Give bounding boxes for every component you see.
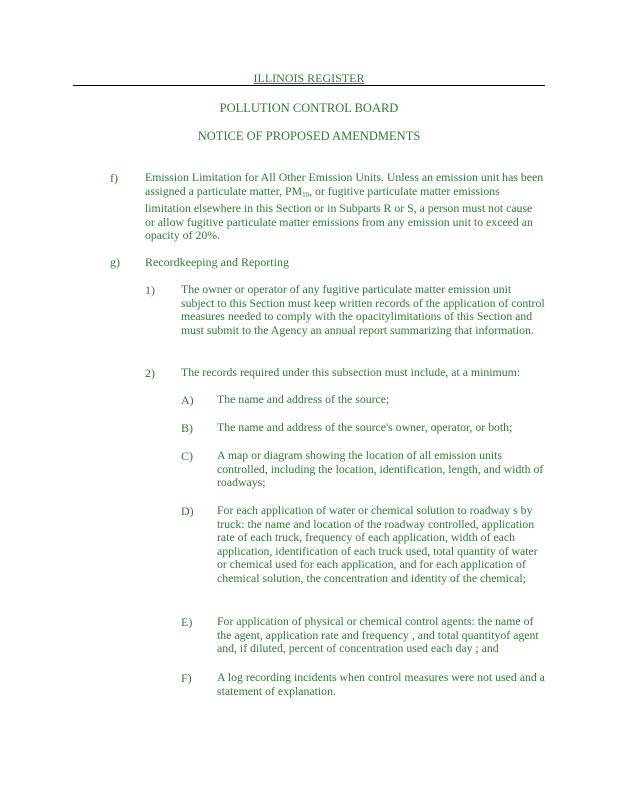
subitem-a-text: The name and address of the source;	[217, 392, 390, 406]
subitem-d-text: For each application of water or chemical solution to roadway s by truck: the name and location of the roadway controlled, application rate of each truck, frequency of each application, width of each application, identification of each truck used, total quantity of water or chemical used for each application, and for each application of chemical solution, the concentration and identity of the chemical;	[217, 503, 538, 585]
item-1-text: The owner or operator of any fugitive particulate matter emission unit subject to this Section must keep written records of the application of control measures needed to comply with the opacitylimitations of this Section and must submit to the Agency an annual report summarizing that information.	[181, 282, 545, 337]
section-f-label: f)	[110, 171, 118, 185]
section-g-label: g)	[110, 255, 120, 269]
section-f-subscript: 10	[302, 190, 310, 199]
subitem-c-text: A map or diagram showing the location of all emission units controlled, including the location, identification, length, and width of roadways;	[217, 448, 544, 490]
subitem-d-label: D)	[181, 504, 194, 518]
notice-title: NOTICE OF PROPOSED AMENDMENTS	[197, 129, 421, 143]
subitem-b-label: B)	[181, 421, 193, 435]
section-f-text-before: Emission Limitation for All Other Emission Units. Unless an emission unit has been assigned a particulate matter, PM	[145, 170, 544, 198]
item-2-text: The records required under this subsection must include, at a minimum:	[181, 365, 521, 379]
subitem-e-text: For application of physical or chemical control agents: the name of the agent, application rate and frequency , and total quantityof agent and, if diluted, percent of concentration used each day ; and	[217, 614, 539, 656]
section-g-heading: Recordkeeping and Reporting	[145, 255, 289, 269]
subitem-b-text: The name and address of the source's owner, operator, or both;	[217, 420, 513, 434]
subitem-e-label: E)	[181, 615, 193, 629]
item-1-label: 1)	[145, 283, 155, 297]
register-title: ILLINOIS REGISTER	[253, 71, 365, 85]
subitem-a-label: A)	[181, 393, 194, 407]
register-header	[73, 71, 545, 85]
section-f-text-after: , or fugitive particulate matter emissions limitation elsewhere in this Section or in Subparts R or S, a person must not cause or allow fugitive particulate matter emissions from any emission unit to exceed an opacity of 20%.	[145, 183, 533, 243]
subitem-f-label: F)	[181, 671, 192, 685]
header-rule	[73, 85, 545, 86]
section-f-text	[145, 171, 545, 243]
subitem-c-label: C)	[181, 449, 193, 463]
board-title: POLLUTION CONTROL BOARD	[219, 101, 399, 115]
item-2-label: 2)	[145, 366, 155, 380]
subitem-f-text: A log recording incidents when control measures were not used and a statement of explanation.	[217, 670, 545, 698]
